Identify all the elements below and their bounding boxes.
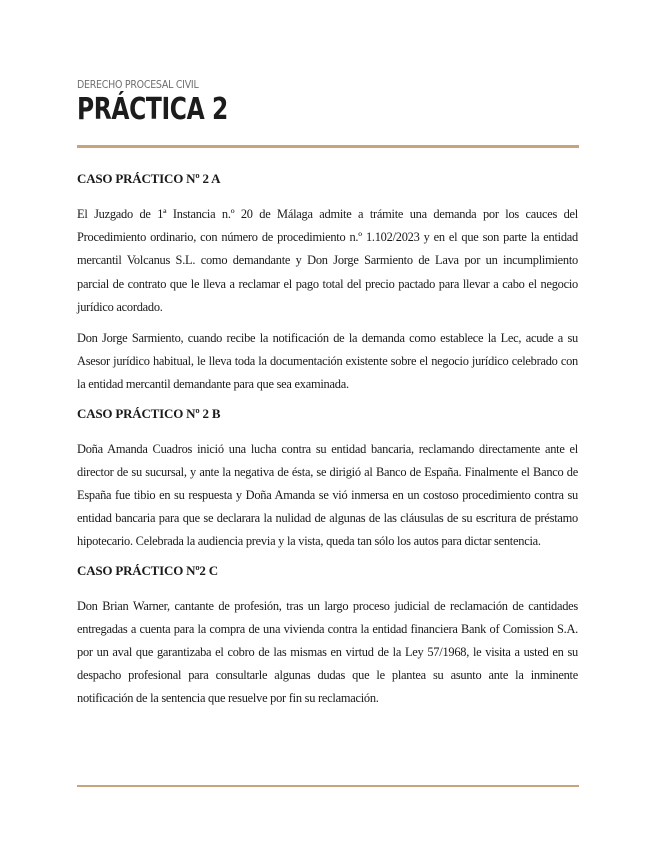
top-divider — [77, 145, 579, 148]
document-header — [77, 78, 271, 127]
case-2c — [77, 562, 578, 711]
bottom-divider — [77, 785, 579, 787]
case-2a — [77, 170, 578, 397]
case-heading: CASO PRÁCTICO Nº 2 B — [77, 405, 221, 421]
case-paragraph: Don Brian Warner, cantante de profesión, tras un largo proceso judicial de reclamación de cantidades entregadas a cuenta para la compra de una vivienda contra la entidad financiera Bank of Comission S.A. por un aval que garantizaba el cobro de las mismas en virtud de la Ley 57/1968, le visita a usted en su despacho profesional para consultarle algunas dudas que le plantea su asunto ante la inminente notificación de la sentencia que resuelve por fin su reclamación. — [77, 598, 578, 706]
document-body — [77, 170, 578, 719]
case-paragraph: Don Jorge Sarmiento, cuando recibe la notificación de la demanda como establece la Lec, acude a su Asesor jurídico habitual, le lleva toda la documentación existente sobre el negocio jurídico celebrado con la entidad mercantil demandante para que sea examinada. — [77, 331, 578, 392]
page-title: PRÁCTICA 2 — [77, 92, 228, 127]
case-heading: CASO PRÁCTICO Nº 2 A — [77, 171, 221, 186]
case-heading: CASO PRÁCTICO Nº2 C — [77, 562, 218, 578]
case-paragraph: Doña Amanda Cuadros inició una lucha contra su entidad bancaria, reclamando directamente ante el director de su sucursal, y ante la negativa de ésta, se dirigió al Banco de España. Finalmente el Banco de España fue tibio en su respuesta y Doña Amanda se vió inmersa en un costoso procedimiento contra su entidad bancaria para que se declarara la nulidad de algunas de las cláusulas de su escritura de préstamo hipotecario. Celebrada la audiencia previa y la vista, queda tan sólo los autos para dictar sentencia. — [77, 441, 578, 549]
course-subject: DERECHO PROCESAL CIVIL — [77, 78, 199, 91]
case-paragraph: El Juzgado de 1ª Instancia n.º 20 de Málaga admite a trámite una demanda por los cauces del Procedimiento ordinario, con número de procedimiento n.º 1.102/2023 y en el que son parte la entidad mercantil Volcanus S.L. como demandante y Don Jorge Sarmiento de Lava por un incumplimiento parcial de contrato que le lleva a reclamar el pago total del precio pactado para llevar a cabo el negocio jurídico acordado. — [77, 207, 578, 314]
case-2b — [77, 405, 578, 554]
